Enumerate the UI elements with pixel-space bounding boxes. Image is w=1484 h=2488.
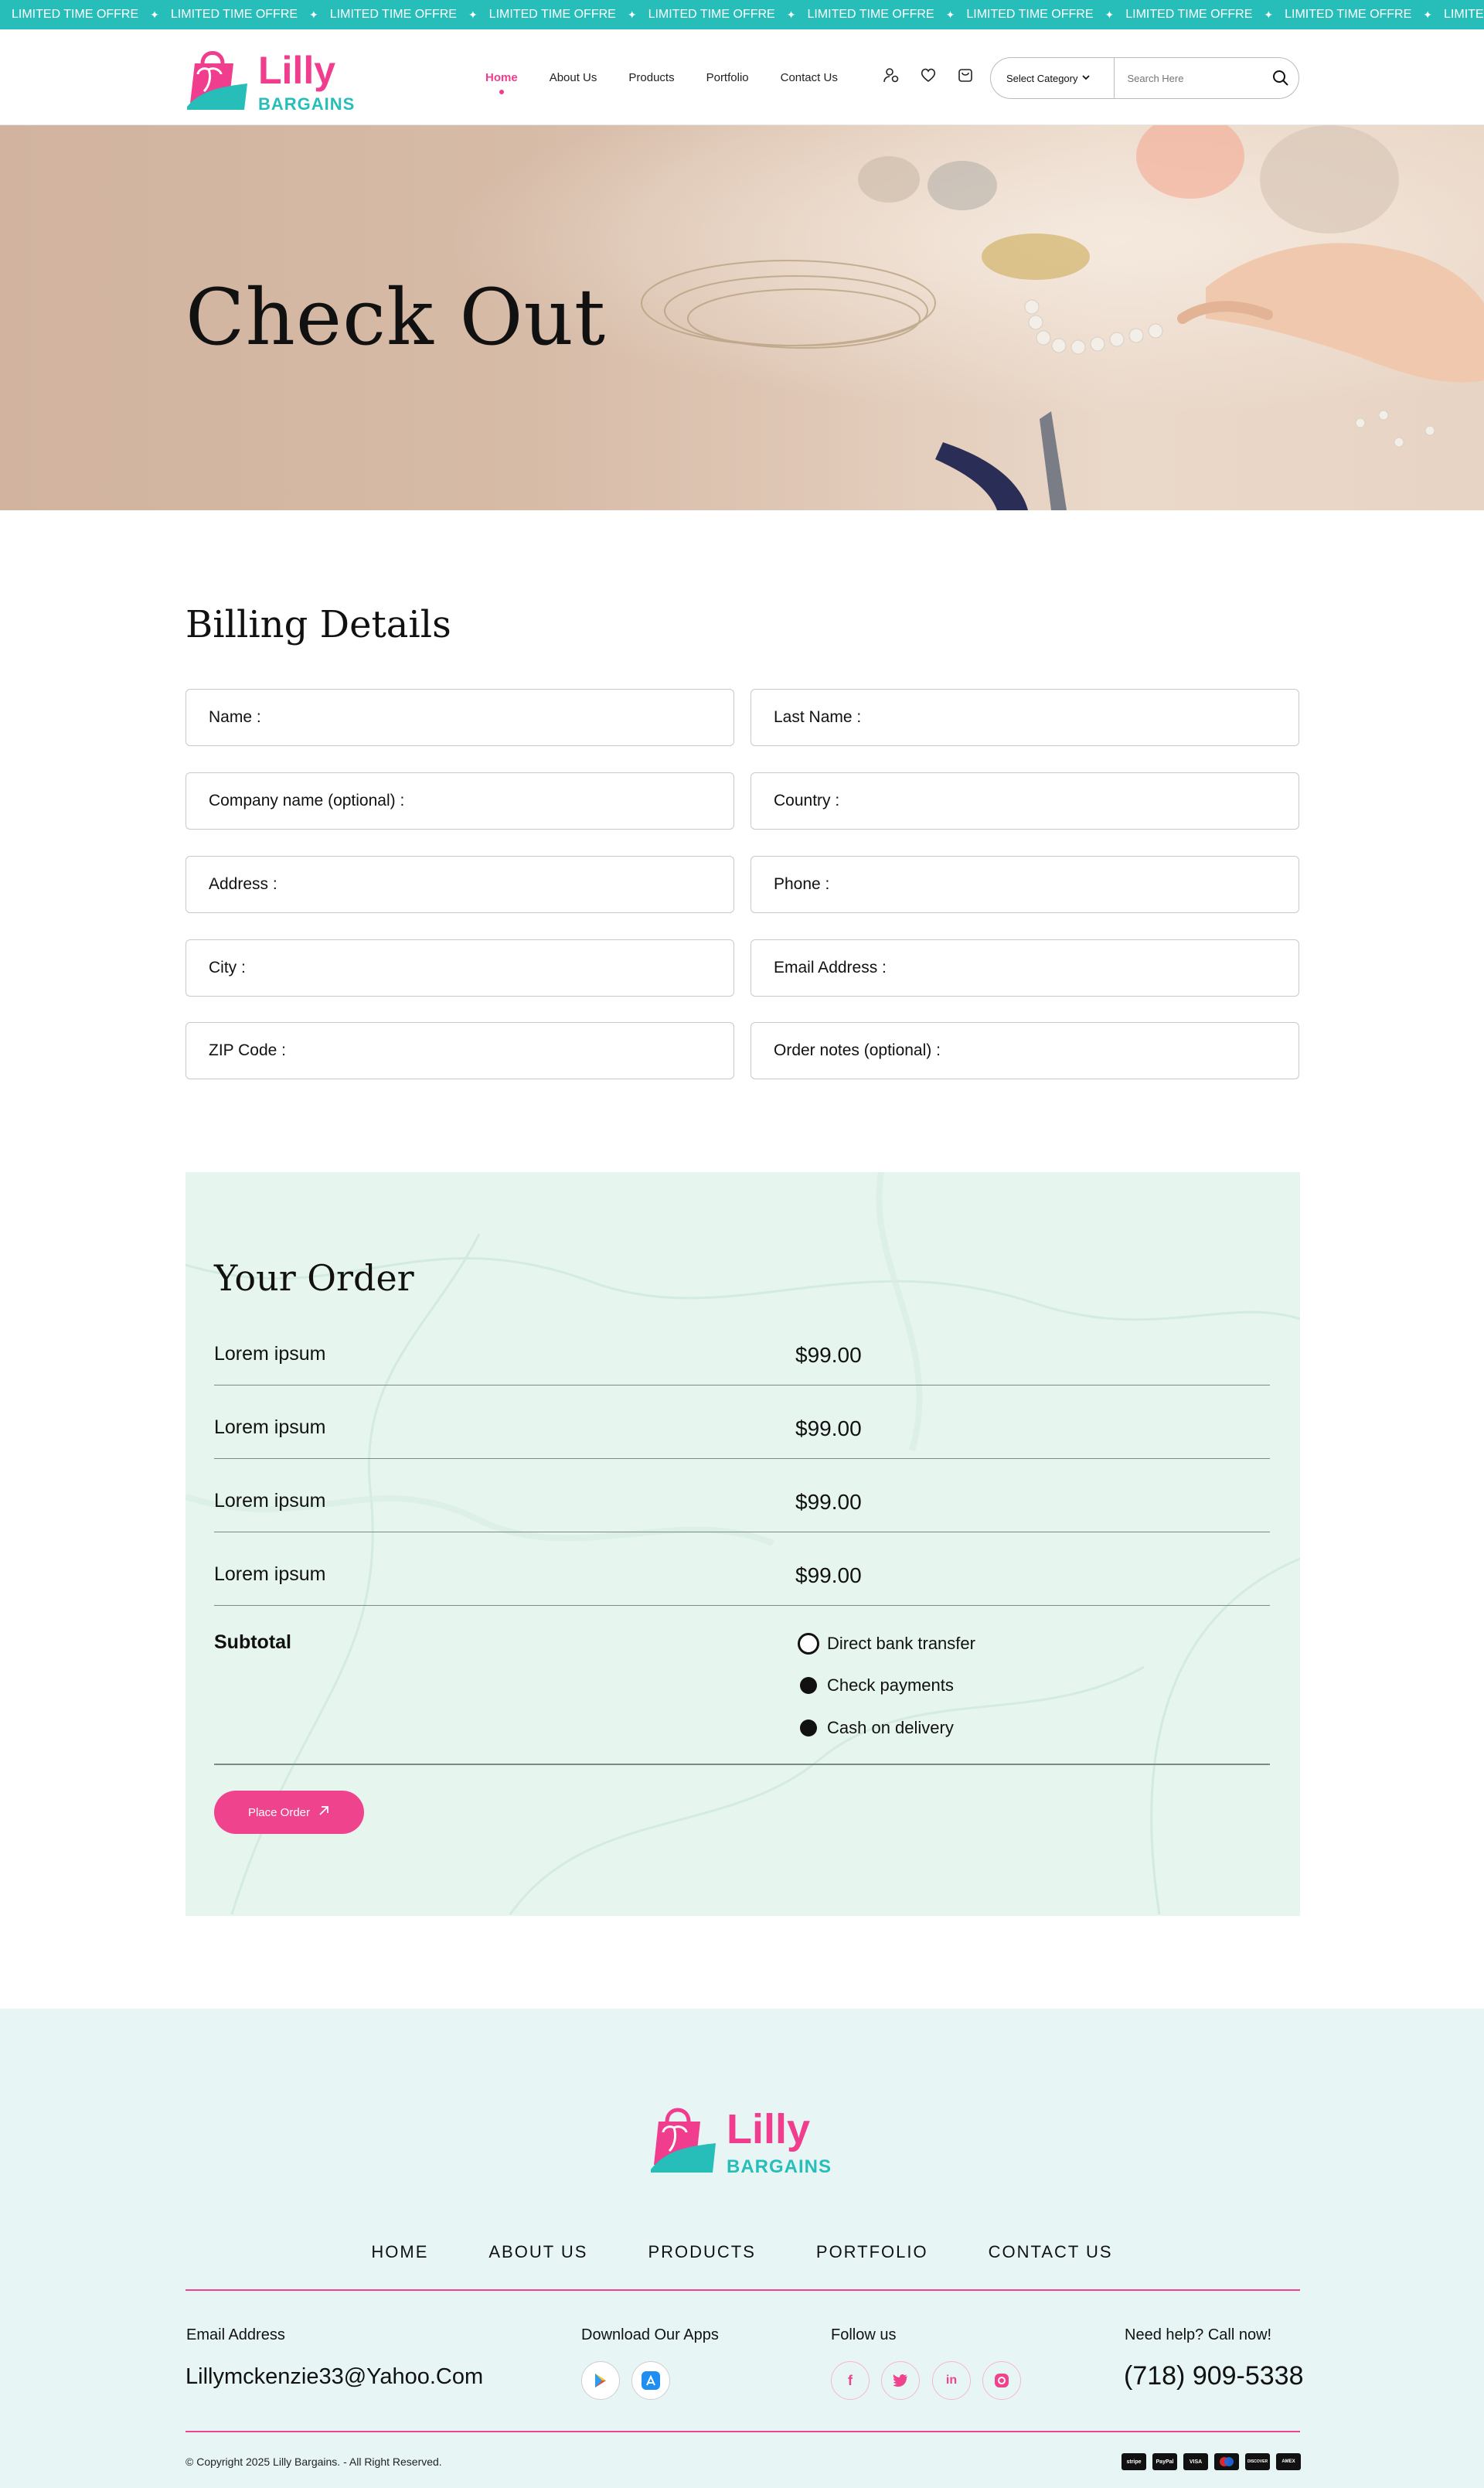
sparkle-icon: ✦ bbox=[786, 8, 796, 21]
search-icon[interactable] bbox=[1263, 70, 1298, 87]
svg-text:BARGAINS: BARGAINS bbox=[727, 2156, 832, 2177]
payment-option-check[interactable] bbox=[798, 1675, 954, 1696]
order-item-price: $99.00 bbox=[795, 1563, 862, 1587]
category-select[interactable] bbox=[991, 58, 1115, 98]
order-item-name: Lorem ipsum bbox=[214, 1416, 326, 1438]
category-select-label: Select Category bbox=[1006, 72, 1078, 84]
last-name-field[interactable]: Last Name : bbox=[751, 689, 1299, 746]
apps-label: Download Our Apps bbox=[581, 2326, 719, 2343]
sparkle-icon: ✦ bbox=[1264, 8, 1274, 21]
user-icon[interactable] bbox=[881, 65, 901, 85]
ticker-item bbox=[795, 8, 955, 22]
google-play-icon[interactable] bbox=[581, 2361, 620, 2400]
svg-text:Lilly: Lilly bbox=[727, 2106, 811, 2152]
logo-graphic bbox=[186, 43, 363, 114]
order-summary bbox=[186, 1172, 1300, 1916]
arrow-up-right-icon bbox=[318, 1805, 330, 1820]
payment-option-cash[interactable] bbox=[798, 1718, 954, 1738]
header-icons bbox=[881, 65, 975, 85]
ticker-item bbox=[1432, 8, 1484, 22]
radio-selected-icon[interactable] bbox=[800, 1719, 817, 1736]
payment-option-bank-transfer[interactable] bbox=[798, 1633, 975, 1655]
instagram-icon[interactable] bbox=[982, 2361, 1021, 2400]
maestro-icon bbox=[1214, 2453, 1239, 2470]
order-item-name: Lorem ipsum bbox=[214, 1490, 326, 1512]
ticker-item bbox=[0, 8, 159, 22]
sparkle-icon: ✦ bbox=[1104, 8, 1115, 21]
country-field[interactable]: Country : bbox=[751, 772, 1299, 830]
sparkle-icon: ✦ bbox=[1423, 8, 1433, 21]
order-item-row bbox=[214, 1459, 1270, 1532]
site-header bbox=[0, 29, 1484, 125]
site-footer bbox=[0, 2009, 1484, 2488]
sparkle-icon: ✦ bbox=[150, 8, 159, 21]
footer-nav-contact-us[interactable]: CONTACT US bbox=[988, 2242, 1113, 2261]
help-label: Need help? Call now! bbox=[1125, 2326, 1272, 2343]
page-title: Check Out bbox=[186, 272, 607, 363]
discover-icon: DISCOVER bbox=[1245, 2453, 1270, 2470]
order-title: Your Order bbox=[214, 1257, 414, 1299]
phone-number[interactable]: (718) 909-5338 bbox=[1124, 2361, 1304, 2391]
follow-label: Follow us bbox=[831, 2326, 897, 2343]
ticker-text: LIMITED TIME OFFRE bbox=[170, 8, 298, 21]
city-field[interactable]: City : bbox=[186, 939, 734, 997]
ticker-text: LIMITE bbox=[1444, 8, 1484, 21]
nav-products[interactable]: Products bbox=[628, 70, 675, 84]
footer-nav bbox=[0, 2242, 1484, 2262]
first-name-field[interactable]: Name : bbox=[186, 689, 734, 746]
order-item-price: $99.00 bbox=[795, 1343, 862, 1367]
ticker-item bbox=[318, 8, 478, 22]
payment-option-label: Check payments bbox=[827, 1675, 954, 1695]
ticker-item bbox=[478, 8, 637, 22]
heart-icon[interactable] bbox=[918, 65, 938, 85]
search-input[interactable] bbox=[1115, 73, 1263, 84]
search-bar bbox=[990, 57, 1299, 99]
sparkle-icon: ✦ bbox=[309, 8, 318, 21]
order-notes-field[interactable]: Order notes (optional) : bbox=[751, 1022, 1299, 1079]
order-item-name: Lorem ipsum bbox=[214, 1343, 326, 1365]
footer-nav-home[interactable]: HOME bbox=[371, 2242, 429, 2261]
stripe-icon: stripe bbox=[1122, 2453, 1146, 2470]
subtotal-label: Subtotal bbox=[214, 1631, 291, 1653]
visa-icon: VISA bbox=[1183, 2453, 1208, 2470]
ticker-item bbox=[637, 8, 796, 22]
nav-home[interactable]: Home bbox=[485, 70, 518, 84]
ticker-item bbox=[1114, 8, 1273, 22]
amex-icon: AMEX bbox=[1276, 2453, 1301, 2470]
order-item-row bbox=[214, 1532, 1270, 1606]
email-field[interactable]: Email Address : bbox=[751, 939, 1299, 997]
ticker-item bbox=[955, 8, 1114, 22]
company-name-field[interactable]: Company name (optional) : bbox=[186, 772, 734, 830]
ticker-text: LIMITED TIME OFFRE bbox=[807, 8, 934, 21]
payment-option-label: Direct bank transfer bbox=[827, 1634, 975, 1653]
facebook-icon[interactable]: f bbox=[831, 2361, 870, 2400]
email-value[interactable]: Lillymckenzie33@Yahoo.Com bbox=[186, 2364, 484, 2389]
linkedin-icon[interactable]: in bbox=[932, 2361, 971, 2400]
promo-ticker bbox=[0, 0, 1484, 29]
order-item-row bbox=[214, 1385, 1270, 1459]
footer-logo[interactable] bbox=[649, 2100, 838, 2177]
footer-divider bbox=[186, 2289, 1300, 2291]
chevron-down-icon bbox=[1081, 73, 1091, 84]
svg-text:Lilly: Lilly bbox=[258, 49, 336, 92]
footer-divider bbox=[186, 2431, 1300, 2432]
footer-nav-portfolio[interactable]: PORTFOLIO bbox=[815, 2242, 928, 2261]
address-field[interactable]: Address : bbox=[186, 856, 734, 913]
order-item-row bbox=[214, 1312, 1270, 1385]
twitter-icon[interactable] bbox=[881, 2361, 920, 2400]
ticker-text: LIMITED TIME OFFRE bbox=[1125, 8, 1253, 21]
app-store-icon[interactable] bbox=[631, 2361, 670, 2400]
place-order-label: Place Order bbox=[247, 1805, 311, 1819]
copyright-text: © Copyright 2025 Lilly Bargains. - All Right Reserved. bbox=[186, 2456, 442, 2468]
nav-about-us[interactable]: About Us bbox=[549, 70, 597, 84]
radio-unselected-icon[interactable] bbox=[798, 1633, 819, 1655]
ticker-text: LIMITED TIME OFFRE bbox=[12, 8, 139, 21]
order-divider bbox=[214, 1764, 1270, 1765]
footer-logo-graphic bbox=[649, 2100, 838, 2177]
ticker-text: LIMITED TIME OFFRE bbox=[966, 8, 1094, 21]
ticker-text: LIMITED TIME OFFRE bbox=[329, 8, 457, 21]
ticker-text: LIMITED TIME OFFRE bbox=[1285, 8, 1412, 21]
order-item-price: $99.00 bbox=[795, 1490, 862, 1514]
order-item-price: $99.00 bbox=[795, 1416, 862, 1440]
paypal-icon: PayPal bbox=[1152, 2453, 1177, 2470]
radio-selected-icon[interactable] bbox=[800, 1677, 817, 1694]
logo[interactable] bbox=[186, 43, 363, 114]
cart-icon[interactable] bbox=[955, 65, 975, 85]
zip-code-field[interactable]: ZIP Code : bbox=[186, 1022, 734, 1079]
ticker-text: LIMITED TIME OFFRE bbox=[488, 8, 616, 21]
ticker-item bbox=[159, 8, 318, 22]
phone-field[interactable]: Phone : bbox=[751, 856, 1299, 913]
sparkle-icon: ✦ bbox=[627, 8, 637, 21]
sparkle-icon: ✦ bbox=[468, 8, 478, 21]
footer-nav-about-us[interactable]: ABOUT US bbox=[488, 2242, 588, 2261]
hero-banner bbox=[0, 125, 1484, 510]
svg-text:BARGAINS: BARGAINS bbox=[258, 94, 356, 114]
ticker-text: LIMITED TIME OFFRE bbox=[648, 8, 775, 21]
billing-title: Billing Details bbox=[186, 603, 451, 646]
nav-portfolio[interactable]: Portfolio bbox=[706, 70, 749, 84]
order-item-name: Lorem ipsum bbox=[214, 1563, 326, 1585]
payment-icons bbox=[1122, 2453, 1301, 2470]
ticker-item bbox=[1273, 8, 1432, 22]
sparkle-icon: ✦ bbox=[945, 8, 955, 21]
nav-contact-us[interactable]: Contact Us bbox=[780, 70, 838, 84]
place-order-button[interactable] bbox=[214, 1791, 364, 1834]
main-nav bbox=[485, 29, 870, 125]
footer-nav-products[interactable]: PRODUCTS bbox=[648, 2242, 756, 2261]
email-label: Email Address bbox=[186, 2326, 285, 2343]
payment-option-label: Cash on delivery bbox=[827, 1718, 954, 1737]
